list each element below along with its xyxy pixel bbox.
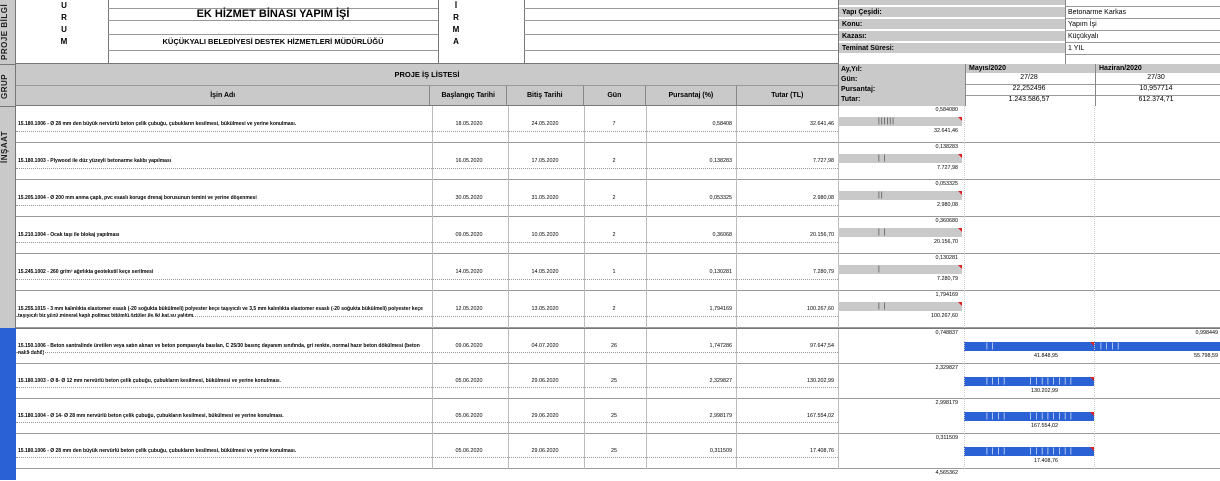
column-separator bbox=[508, 291, 509, 328]
gantt-end-marker-icon bbox=[958, 265, 962, 269]
side-group-blue bbox=[0, 328, 16, 480]
gantt-end-marker-icon bbox=[958, 228, 962, 232]
gantt-pct-label: 0,311509 bbox=[935, 435, 958, 441]
kurum-letter: U bbox=[61, 1, 67, 10]
gantt-pct-label: 0,130281 bbox=[935, 255, 958, 261]
column-separator bbox=[838, 364, 839, 399]
column-separator bbox=[736, 434, 737, 469]
table-row[interactable] bbox=[16, 364, 1220, 399]
cell-days: 25 bbox=[611, 413, 617, 419]
gantt-gridline bbox=[964, 399, 965, 434]
table-row[interactable] bbox=[16, 291, 1220, 328]
gantt-bar[interactable] bbox=[838, 302, 962, 311]
cell-amount: 20.156,70 bbox=[810, 232, 834, 238]
info-value: Betonarme Karkas bbox=[1068, 9, 1126, 16]
gantt-amount-label: 17.408,76 bbox=[1034, 458, 1058, 464]
firma-letter: İ bbox=[454, 1, 458, 10]
cell-name: 15.150.1006 - Beton santralinde üretilen veya satın alınan ve beton pompasıyla basılan, C 25/30 basınç dayanım sınıfında, gri renkte, normal hazır beton dökülmesi (beton nakli dahil) bbox=[18, 343, 420, 356]
summary-month-june bbox=[1095, 64, 1220, 106]
gantt-gridline bbox=[1094, 399, 1095, 434]
row-divider bbox=[16, 168, 838, 169]
gantt-gridline bbox=[1094, 291, 1095, 328]
row-divider bbox=[16, 279, 838, 280]
header-block bbox=[16, 0, 838, 64]
column-separator bbox=[646, 364, 647, 399]
row-divider bbox=[16, 352, 838, 353]
cell-start: 12.05.2020 bbox=[455, 306, 483, 312]
cell-days: 2 bbox=[612, 306, 616, 312]
info-values bbox=[1065, 0, 1220, 64]
cell-amount: 97.647,54 bbox=[810, 343, 834, 349]
gantt-pct-label: 2,329827 bbox=[935, 365, 958, 371]
gantt-amount-label: 7.280,79 bbox=[937, 276, 958, 282]
col-header-name[interactable]: İşin Adı bbox=[16, 86, 430, 105]
side-label-insaat-text: İNŞAAT bbox=[0, 130, 9, 164]
side-label-project bbox=[0, 0, 16, 64]
gantt-amount-label: 100.267,60 bbox=[931, 313, 958, 319]
column-separator bbox=[584, 399, 585, 434]
gantt-gridline bbox=[1094, 329, 1095, 364]
cell-name: 15.245.1002 - 260 gr/m² ağırlıkta geotekstil keçe serilmesi bbox=[18, 269, 154, 275]
gantt-pct-label: 0,360680 bbox=[935, 218, 958, 224]
gantt-bar-marks: | | | | | | | | | | | | bbox=[986, 413, 1073, 420]
column-separator bbox=[736, 254, 737, 291]
cell-days: 1 bbox=[612, 269, 616, 275]
gantt-pct-label: 0,053325 bbox=[935, 181, 958, 187]
task-rows-group-2 bbox=[16, 328, 1220, 480]
side-label-group bbox=[0, 64, 16, 106]
gantt-bar-marks: | | bbox=[986, 343, 995, 350]
column-separator bbox=[646, 217, 647, 254]
cell-end: 29.06.2020 bbox=[531, 448, 559, 454]
row-divider bbox=[16, 242, 838, 243]
gantt-bar[interactable] bbox=[838, 191, 962, 200]
cell-name: 15.210.1004 - Ocak taşı ile blokaj yapılması bbox=[18, 232, 120, 238]
column-separator bbox=[838, 434, 839, 469]
gantt-end-marker-icon bbox=[958, 191, 962, 195]
cell-amount: 167.554,02 bbox=[807, 413, 834, 419]
column-separator bbox=[584, 254, 585, 291]
gantt-pct-label: 4,565362 bbox=[935, 470, 958, 476]
cell-end: 10.05.2020 bbox=[531, 232, 559, 238]
summary-label-pct: Pursantaj: bbox=[841, 86, 876, 93]
gantt-amount-label: 2.980,08 bbox=[937, 202, 958, 208]
gantt-bar-marks: | | | | | | | | | | | | bbox=[986, 378, 1073, 385]
cell-start: 05.06.2020 bbox=[455, 448, 483, 454]
gantt-gridline bbox=[1094, 106, 1095, 143]
info-label: Teminat Süresi: bbox=[839, 43, 1065, 54]
gantt-amount-label: 41.848,95 bbox=[1034, 353, 1058, 359]
gantt-gridline bbox=[1094, 434, 1095, 469]
column-separator bbox=[584, 329, 585, 364]
row-divider bbox=[16, 457, 838, 458]
column-separator bbox=[736, 399, 737, 434]
gantt-amount-label: 130.202,99 bbox=[1031, 388, 1058, 394]
column-separator bbox=[508, 399, 509, 434]
column-separator bbox=[646, 291, 647, 328]
column-separator bbox=[646, 180, 647, 217]
gantt-gridline bbox=[1094, 364, 1095, 399]
cell-pct: 1,747286 bbox=[709, 343, 732, 349]
firma-letter: M bbox=[452, 25, 460, 34]
cell-name: 15.180.1003 - Ø 8- Ø 12 mm nervürlü beton çelik çubuğu, çubukların kesilmesi, bükülmesi ve yerine konulması. bbox=[18, 378, 281, 384]
cell-end: 29.06.2020 bbox=[531, 378, 559, 384]
column-separator bbox=[432, 217, 433, 254]
table-row[interactable] bbox=[16, 329, 1220, 364]
cell-amount: 17.408,76 bbox=[810, 448, 834, 454]
cell-days: 25 bbox=[611, 378, 617, 384]
cell-end: 14.05.2020 bbox=[531, 269, 559, 275]
cell-name: 15.205.1004 - Ø 200 mm anma çaplı, pvc esaslı koruge drenaj borusunun temini ve yerine döşenmesi bbox=[18, 195, 257, 201]
gantt-gridline bbox=[1094, 254, 1095, 291]
cell-name: 15.255.1015 - 3 mm kalınlıkta elastomer esaslı (-20 soğukta bükülmeli) polyester keçe taşıyıcılı ve 3,5 mm kalınlıkta elastomer esaslı (-20 soğukta bükülmeli) polyester keçe taşıyıcılı bir yüzü mineral kaplı polimer bitümlü örtüler ile iki kat su yalıtım bbox=[18, 306, 423, 319]
gantt-gridline bbox=[964, 143, 965, 180]
gantt-amount-label: 32.641,46 bbox=[934, 128, 958, 134]
task-rows-group-1 bbox=[16, 106, 1220, 328]
cell-pct: 0,138283 bbox=[709, 158, 732, 164]
gantt-gridline bbox=[964, 329, 965, 364]
title-cell bbox=[108, 0, 438, 64]
summary-month-amount: 612.374,71 bbox=[1138, 96, 1174, 103]
cell-start: 05.06.2020 bbox=[455, 378, 483, 384]
gantt-bar-marks: | | bbox=[878, 229, 887, 236]
side-label-group-text: GRUP bbox=[0, 73, 9, 99]
cell-pct: 2,329827 bbox=[709, 378, 732, 384]
cell-start: 18.05.2020 bbox=[455, 121, 483, 127]
summary-label-amount: Tutar: bbox=[841, 96, 861, 103]
cell-start: 16.05.2020 bbox=[455, 158, 483, 164]
side-label-insaat bbox=[0, 106, 16, 328]
gantt-gridline bbox=[964, 106, 965, 143]
gantt-gridline bbox=[964, 180, 965, 217]
gantt-bar-marks: | | | | | | | | | | | | bbox=[986, 448, 1073, 455]
column-separator bbox=[432, 434, 433, 469]
gantt-pct-label: 1,794169 bbox=[935, 292, 958, 298]
gantt-amount-label: 55.798,59 bbox=[1194, 353, 1218, 359]
info-value: Yapım İşi bbox=[1068, 21, 1097, 28]
gantt-bar[interactable] bbox=[964, 447, 1094, 456]
info-panel bbox=[838, 0, 1220, 64]
firma-cell bbox=[524, 0, 838, 64]
column-separator bbox=[432, 291, 433, 328]
column-separator bbox=[736, 364, 737, 399]
kurum-letters bbox=[56, 0, 72, 60]
column-separator bbox=[736, 217, 737, 254]
table-row[interactable] bbox=[16, 143, 1220, 180]
gantt-bar-marks: | bbox=[878, 266, 881, 273]
column-separator bbox=[508, 143, 509, 180]
col-header-pct[interactable]: Pursantaj (%) bbox=[646, 86, 736, 105]
cell-start: 30.05.2020 bbox=[455, 195, 483, 201]
column-separator bbox=[838, 329, 839, 364]
gantt-amount-label: 20.156,70 bbox=[934, 239, 958, 245]
row-divider bbox=[16, 205, 838, 206]
column-separator bbox=[508, 106, 509, 143]
column-separator bbox=[432, 399, 433, 434]
gantt-bar[interactable] bbox=[838, 154, 962, 163]
gantt-gridline bbox=[964, 254, 965, 291]
cell-end: 17.05.2020 bbox=[531, 158, 559, 164]
table-row[interactable] bbox=[16, 434, 1220, 469]
column-separator bbox=[736, 329, 737, 364]
summary-month-amount: 1.243.586,57 bbox=[1008, 96, 1050, 103]
gantt-end-marker-icon bbox=[958, 154, 962, 158]
cell-pct: 1,794169 bbox=[709, 306, 732, 312]
gantt-gridline bbox=[964, 291, 965, 328]
summary-month-pct: 22,252496 bbox=[1012, 85, 1046, 92]
table-row[interactable] bbox=[16, 469, 1220, 481]
column-separator bbox=[646, 254, 647, 291]
cell-pct: 0,311509 bbox=[709, 448, 732, 454]
gantt-bar[interactable] bbox=[964, 377, 1094, 386]
column-separator bbox=[432, 106, 433, 143]
column-separator bbox=[584, 180, 585, 217]
cell-end: 24.05.2020 bbox=[531, 121, 559, 127]
firma-letter: R bbox=[453, 13, 459, 22]
column-separator bbox=[584, 143, 585, 180]
gantt-gridline bbox=[964, 364, 965, 399]
col-header-end[interactable]: Bitiş Tarihi bbox=[507, 86, 584, 105]
cell-pct: 0,36068 bbox=[712, 232, 732, 238]
cell-days: 25 bbox=[611, 448, 617, 454]
cell-end: 31.05.2020 bbox=[531, 195, 559, 201]
summary-label-period: Ay,Yıl: bbox=[841, 66, 863, 73]
row-divider bbox=[16, 422, 838, 423]
cell-days: 26 bbox=[611, 343, 617, 349]
table-row[interactable] bbox=[16, 399, 1220, 434]
kurum-letter: M bbox=[60, 37, 68, 46]
column-separator bbox=[584, 291, 585, 328]
column-separator bbox=[584, 106, 585, 143]
firma-letters bbox=[448, 0, 464, 60]
gantt-end-marker-icon bbox=[958, 302, 962, 306]
project-title: EK HİZMET BİNASI YAPIM İŞİ bbox=[196, 8, 350, 20]
gantt-bar[interactable] bbox=[838, 117, 962, 126]
cell-name: 15.180.1006 - Ø 28 mm den büyük nervürlü beton çelik çubuğu, çubukların kesilmesi, bükülmesi ve yerine konulması. bbox=[18, 121, 297, 127]
table-row[interactable] bbox=[16, 180, 1220, 217]
gantt-gridline bbox=[964, 217, 965, 254]
column-separator bbox=[736, 180, 737, 217]
cell-amount: 100.267,60 bbox=[807, 306, 834, 312]
column-separator bbox=[508, 329, 509, 364]
gantt-end-marker-icon bbox=[958, 117, 962, 121]
column-separator bbox=[646, 434, 647, 469]
col-header-start[interactable]: Başlangıç Tarihi bbox=[430, 86, 507, 105]
cell-name: 15.180.1003 - Plywood ile düz yüzeyli betonarme kalıbı yapılması bbox=[18, 158, 172, 164]
cell-amount: 7.727,98 bbox=[813, 158, 834, 164]
column-separator bbox=[646, 329, 647, 364]
gantt-bar[interactable] bbox=[838, 265, 962, 274]
info-label: Kazası: bbox=[839, 31, 1065, 42]
column-separator bbox=[646, 106, 647, 143]
info-labels bbox=[839, 0, 1065, 64]
gantt-bar[interactable] bbox=[838, 228, 962, 237]
column-separator bbox=[432, 254, 433, 291]
info-label: Konu: bbox=[839, 19, 1065, 30]
column-separator bbox=[432, 143, 433, 180]
kurum-letter: U bbox=[61, 25, 67, 34]
col-header-amount[interactable]: Tutar (TL) bbox=[771, 92, 804, 99]
cell-end: 29.06.2020 bbox=[531, 413, 559, 419]
column-separator bbox=[432, 180, 433, 217]
gantt-pct-label: 0,998449 bbox=[1195, 330, 1218, 336]
column-separator bbox=[838, 399, 839, 434]
gantt-pct-label: 0,138283 bbox=[935, 144, 958, 150]
cell-name: 15.180.1004 - Ø 14- Ø 28 mm nervürlü beton çelik çubuğu, çubukların kesilmesi, bükülmesi ve yerine konulması. bbox=[18, 413, 284, 419]
column-separator bbox=[508, 434, 509, 469]
table-row[interactable] bbox=[16, 217, 1220, 254]
institution-name: KÜÇÜKYALI BELEDİYESİ DESTEK HİZMETLERİ MÜDÜRLÜĞÜ bbox=[162, 37, 384, 46]
cell-days: 2 bbox=[612, 158, 616, 164]
gantt-pct-label: 0,748837 bbox=[935, 330, 958, 336]
gantt-bar[interactable] bbox=[964, 342, 1094, 351]
cell-amount: 7.280,79 bbox=[813, 269, 834, 275]
column-separator bbox=[584, 434, 585, 469]
cell-pct: 0,58408 bbox=[712, 121, 732, 127]
gantt-amount-label: 167.554,02 bbox=[1031, 423, 1058, 429]
cell-days: 2 bbox=[612, 232, 616, 238]
row-divider bbox=[16, 316, 838, 317]
gantt-gridline bbox=[1094, 217, 1095, 254]
cell-days: 2 bbox=[612, 195, 616, 201]
summary-month-days: 27/28 bbox=[1020, 74, 1038, 81]
row-divider bbox=[16, 131, 838, 132]
cell-end: 04.07.2020 bbox=[531, 343, 559, 349]
column-separator bbox=[736, 291, 737, 328]
summary-label-days: Gün: bbox=[841, 76, 858, 83]
cell-start: 09.06.2020 bbox=[455, 343, 483, 349]
cell-amount: 130.202,99 bbox=[807, 378, 834, 384]
firma-letter: A bbox=[453, 37, 459, 46]
column-separator bbox=[508, 254, 509, 291]
cell-amount: 2.980,08 bbox=[813, 195, 834, 201]
cell-start: 14.05.2020 bbox=[455, 269, 483, 275]
info-value: Küçükyalı bbox=[1068, 33, 1099, 40]
column-separator bbox=[736, 106, 737, 143]
list-title: PROJE İŞ LİSTESİ bbox=[16, 64, 838, 86]
table-row[interactable] bbox=[16, 106, 1220, 143]
summary-month-days: 27/30 bbox=[1147, 74, 1165, 81]
cell-amount: 32.641,46 bbox=[810, 121, 834, 127]
kurum-letter: R bbox=[61, 13, 67, 22]
gantt-pct-label: 0,584080 bbox=[935, 107, 958, 113]
summary-panel bbox=[838, 64, 1220, 106]
column-header-row bbox=[16, 86, 838, 106]
info-label: Yapı Çeşidi: bbox=[839, 7, 1065, 18]
column-separator bbox=[508, 217, 509, 254]
column-separator bbox=[508, 364, 509, 399]
gantt-gridline bbox=[964, 434, 965, 469]
table-row[interactable] bbox=[16, 254, 1220, 291]
col-header-days[interactable]: Gün bbox=[584, 86, 647, 105]
gantt-gridline bbox=[1094, 180, 1095, 217]
column-separator bbox=[432, 329, 433, 364]
gantt-bar-marks: || bbox=[878, 192, 884, 199]
cell-pct: 0,053325 bbox=[709, 195, 732, 201]
summary-month-name: Haziran/2020 bbox=[1096, 64, 1220, 73]
column-separator bbox=[736, 143, 737, 180]
cell-pct: 0,130281 bbox=[709, 269, 732, 275]
cell-pct: 2,998179 bbox=[709, 413, 732, 419]
cell-start: 09.05.2020 bbox=[455, 232, 483, 238]
column-separator bbox=[584, 364, 585, 399]
cell-days: 7 bbox=[612, 121, 616, 127]
info-value: 1 YIL bbox=[1068, 45, 1085, 52]
cell-start: 05.06.2020 bbox=[455, 413, 483, 419]
column-separator bbox=[646, 143, 647, 180]
gantt-bar-marks: |||||| bbox=[878, 118, 895, 125]
gantt-bar[interactable] bbox=[964, 412, 1094, 421]
gantt-bar[interactable] bbox=[1094, 342, 1220, 351]
gantt-gridline bbox=[1094, 143, 1095, 180]
gantt-pct-label: 2,998179 bbox=[935, 400, 958, 406]
gantt-bar-marks: | | bbox=[878, 303, 887, 310]
side-label-project-text: PROJE BİLGİ bbox=[0, 3, 9, 61]
cell-end: 13.05.2020 bbox=[531, 306, 559, 312]
summary-month-may bbox=[965, 64, 1095, 106]
column-separator bbox=[508, 180, 509, 217]
column-separator bbox=[646, 399, 647, 434]
cell-name: 15.180.1006 - Ø 28 mm den büyük nervürlü beton çelik çubuğu, çubukların kesilmesi, bükülmesi ve yerine konulması. bbox=[18, 448, 297, 454]
column-separator bbox=[584, 217, 585, 254]
summary-month-pct: 10,957714 bbox=[1139, 85, 1173, 92]
gantt-amount-label: 7.727,98 bbox=[937, 165, 958, 171]
summary-month-name: Mayıs/2020 bbox=[966, 64, 1096, 73]
column-separator bbox=[432, 364, 433, 399]
gantt-bar-marks: | | bbox=[878, 155, 887, 162]
gantt-bar-marks: | | | | bbox=[1100, 343, 1121, 350]
row-divider bbox=[16, 387, 838, 388]
